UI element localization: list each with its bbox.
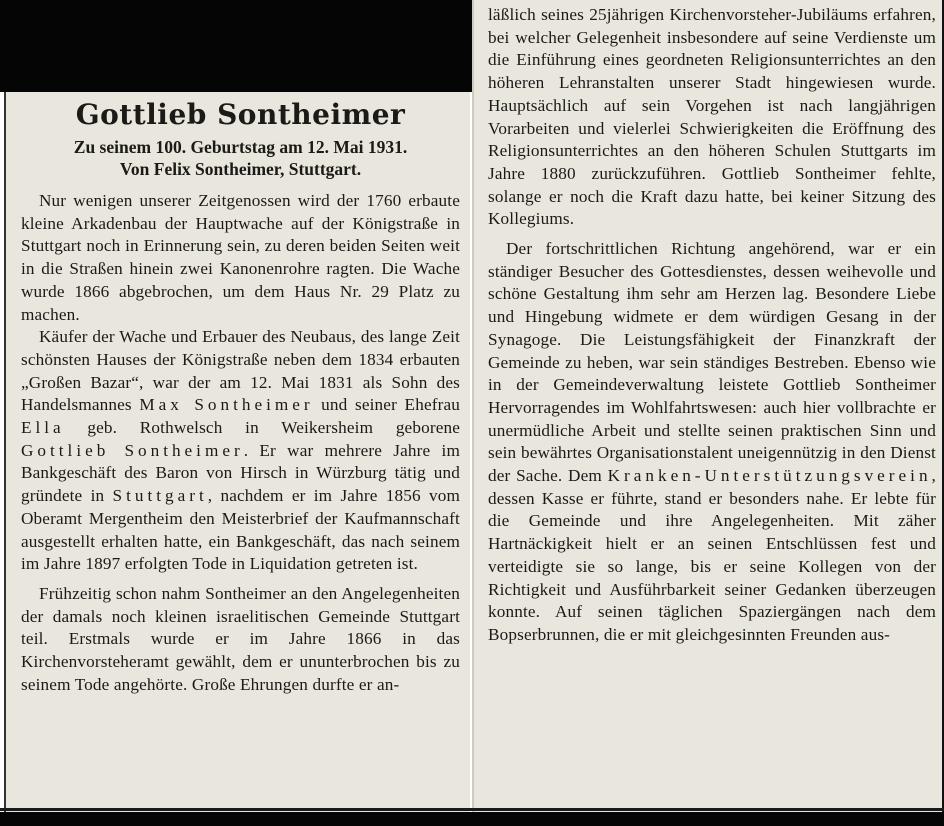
- paragraph-2: [21, 326, 460, 576]
- article-subtitle-date: Zu seinem 100. Geburtstag am 12. Mai 1931.: [73, 137, 408, 157]
- left-column: [4, 92, 470, 812]
- paragraph-2-text-d: . Er war mehrere Jahre im Bankgeschäft des Baron von Hirsch in Würzburg tätig und gründete in: [21, 440, 460, 506]
- right-column: [474, 0, 942, 812]
- paragraph-5-text-a: Der fortschrittlichen Richtung angehörend, war er ein ständiger Besucher des Gottesdienstes, dessen weihevolle und schöne Gestaltung ihm sehr am Herzen lag. Besondere Liebe und Hingebung widmete er dem würdigen Gesang in der Synagoge. Die Leistungsfähigkeit der Finanzkraft der Gemeinde zu heben, war sein ständiges Bestreben. Ebenso wie in der Gemeindeverwaltung leistete Gottlieb Sontheimer Hervorragendes im Wohlfahrtswesen: auch hier vollbrachte er unermüdliche Arbeit und stellte seinen praktischen Sinn und sein bewährtes Organisationstalent uneigennützig in den Dienst der Sache. Dem: [488, 239, 936, 486]
- city-stuttgart: Stuttgart: [112, 486, 208, 506]
- scan-margin-bottom: [0, 812, 944, 826]
- article-title: Gottlieb Sontheimer: [75, 98, 406, 131]
- article-byline: Von Felix Sontheimer, Stuttgart.: [119, 159, 362, 179]
- paragraph-5-text-b: , dessen Kasse er führte, stand er besonders nahe. Er lebte für die Gemeinde und ihre Angelegenheiten. Mit zäher Hartnäckigkeit hielt er an seinen Entschlüssen fest und verteidigte sie so lange, bis er seine Kollegen von der Richtigkeit und Ausführbarkeit seiner Gedanken überzeugen konnte. Auf seinen täglichen Spaziergängen nach dem Bopserbrunnen, die er mit gleichgesinnten Freunden aus-: [488, 466, 936, 644]
- paragraph-5: [488, 238, 936, 647]
- paragraph-2-text-e: , nachdem er im Jahre 1856 vom Oberamt Mergentheim den Meisterbrief der Kaufmannschaft ausgestellt erhalten hatte, ein Bankgeschäft, das nach seinem im Jahre 1897 erfolgten Tode in Liquidation getreten ist.: [21, 486, 460, 574]
- page-bottom-rule: [0, 808, 944, 811]
- name-gottlieb: Gottlieb Sontheimer: [21, 440, 244, 460]
- paragraph-4: läßlich seines 25jährigen Kirchenvorsteher-Jubiläums erfahren, bei welcher Gelegenheit insbesondere auf seine Verdienste um die Einführung eines geordneten Religionsunterrichtes an den höheren Lehranstalten unserer Stadt hingewiesen wurde. Hauptsächlich auf sein Vorgehen ist nach langjährigen Vorarbeiten und vielerlei Schwierigkeiten die Eröffnung des Religionsunterrichtes an den höheren Schulen Stuttgarts im Jahre 1880 zurückzuführen. Gottlieb Sontheimer fehlte, solange er noch die Kraft dazu hatte, bei keiner Sitzung des Kollegiums.: [488, 5, 936, 229]
- scan-margin-top: [0, 0, 473, 92]
- paragraph-2-text-b: und seiner Ehefrau: [313, 395, 460, 415]
- organization-name: Kranken-Unterstützungsverein: [607, 466, 932, 486]
- name-father: Max Sontheimer: [139, 395, 314, 415]
- paragraph-3: Frühzeitig schon nahm Sontheimer an den Angelegenheiten der damals noch kleinen israelitischen Gemeinde Stuttgart teil. Erstmals wurde er im Jahre 1866 in das Kirchenvorsteheramt gewählt, dem er ununterbrochen bis zu seinem Tode angehörte. Große Ehrungen durfte er an-: [21, 583, 460, 694]
- paragraph-1: Nur wenigen unserer Zeitgenossen wird der 1760 erbaute kleine Arkadenbau der Hauptwache auf der Königstraße in Stuttgart noch in Erinnerung sein, zu deren beiden Seiten weit in die Straßen hinein zwei Kanonenrohre ragten. Die Wache wurde 1866 abgebrochen, um dem Haus Nr. 29 Platz zu machen.: [21, 191, 460, 324]
- paragraph-2-text-a: Käufer der Wache und Erbauer des Neubaus, des lange Zeit schönsten Hauses der Königstraße neben dem 1834 erbauten „Großen Bazar“, war der am 12. Mai 1831 als Sohn des Handelsmannes: [21, 327, 460, 415]
- name-mother: Ella: [21, 418, 65, 438]
- right-column-text: [488, 4, 936, 647]
- left-column-text: [21, 190, 460, 696]
- paragraph-2-text-c: geb. Rothwelsch in Weikersheim geborene: [64, 418, 460, 438]
